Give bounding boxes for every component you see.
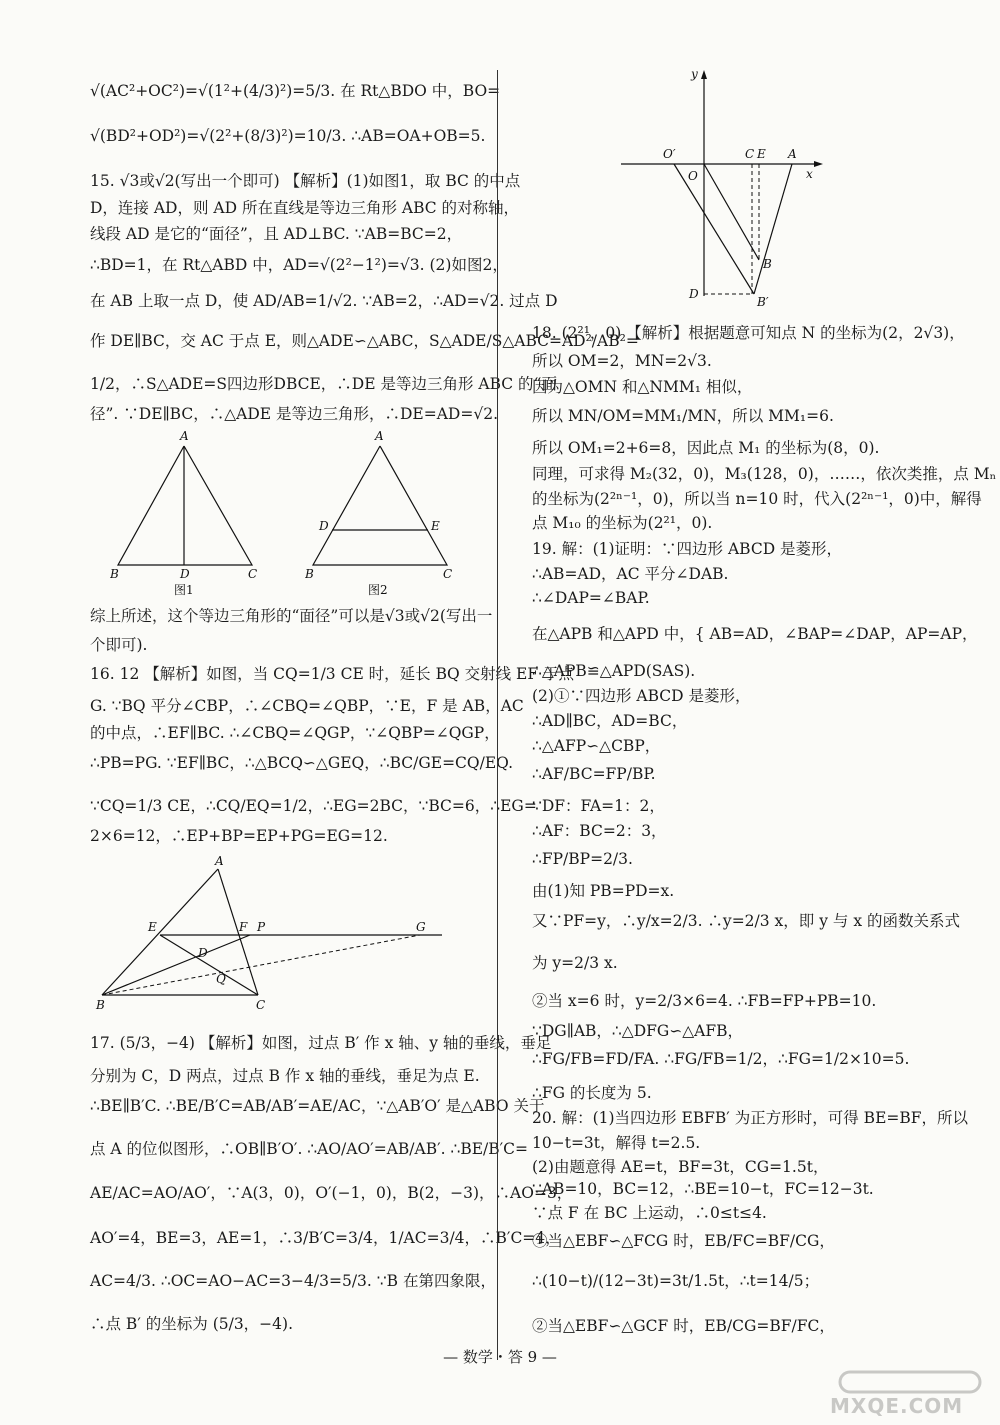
- problem-16-line: 16. 12 【解析】如图，当 CQ=1/3 CE 时，延长 BQ 交射线 EF 于点: [90, 665, 575, 683]
- label-D: D: [180, 567, 190, 581]
- text-line: ∴AF：BC=2：3，: [532, 822, 667, 840]
- text-line: 点 M₁₀ 的坐标为(2²¹，0).: [532, 514, 713, 532]
- text-line: ∵DG∥AB，∴△DFG∽△AFB，: [532, 1022, 744, 1040]
- figure-1-caption: 图1: [174, 583, 194, 597]
- text-line: ∴AD∥BC，AD=BC，: [532, 712, 688, 730]
- text-line: 径”. ∵DE∥BC，∴△ADE 是等边三角形，∴DE=AD=√2.: [90, 405, 499, 423]
- text-line: ∵点 F 在 BC 上运动，∴0≤t≤4.: [532, 1204, 767, 1222]
- text-line: 在 AB 上取一点 D，使 AD/AB=1/√2. ∵AB=2，∴AD=√2. 过点 D: [90, 292, 558, 310]
- text-line: 所以 OM₁=2+6=8，因此点 M₁ 的坐标为(8，0).: [532, 439, 880, 457]
- text-line: D，连接 AD，则 AD 所在直线是等边三角形 ABC 的对称轴，: [90, 199, 520, 217]
- problem-15-line: 15. √3或√2(写出一个即可) 【解析】(1)如图1，取 BC 的中点: [90, 172, 521, 190]
- text-line: 在△APB 和△APD 中，{ AB=AD，∠BAP=∠DAP，AP=AP，: [532, 625, 978, 643]
- problem-19-line: 19. 解：(1)证明：∵四边形 ABCD 是菱形，: [532, 540, 843, 558]
- text-line: ②当 x=6 时，y=2/3×6=4. ∴FB=FP+PB=10.: [532, 992, 877, 1010]
- text-line: ∴BE∥B′C. ∴BE/B′C=AB/AB′=AE/AC，∵△AB′O′ 是△ABO 关于: [90, 1097, 545, 1115]
- label-E: E: [431, 519, 440, 533]
- text-line: 同理，可求得 M₂(32，0)，M₃(128，0)，……，依次类推，点 Mₙ: [532, 465, 997, 483]
- text-line: ∴AF/BC=FP/BP.: [532, 765, 656, 783]
- figure-16: [90, 855, 460, 1015]
- label-O-prime: O′: [663, 147, 676, 161]
- watermark-logo: [830, 1370, 990, 1420]
- text-line: ∵DF：FA=1：2，: [532, 797, 665, 815]
- watermark-text: MXQE.COM: [830, 1394, 964, 1418]
- label-A: A: [215, 855, 224, 868]
- text-line: ②当△EBF∽△GCF 时，EB/CG=BF/FC，: [532, 1317, 835, 1335]
- text-line: AE/AC=AO/AO′，∵A(3，0)，O′(−1，0)，B(2，−3)，∴AO=3，: [90, 1184, 573, 1202]
- text-line: ∴FG/FB=FD/FA. ∴FG/FB=1/2，∴FG=1/2×10=5.: [532, 1050, 910, 1068]
- figure-1: [110, 428, 270, 598]
- label-E: E: [757, 147, 766, 161]
- text-line: 的坐标为(2²ⁿ⁻¹，0)，所以当 n=10 时，代入(2²ⁿ⁻¹，0)中，解得: [532, 490, 982, 508]
- text-line: 所以 OM=2，MN=2√3.: [532, 352, 712, 370]
- text-line: ∴FP/BP=2/3.: [532, 850, 633, 868]
- text-line: G. ∵BQ 平分∠CBP，∴∠CBQ=∠QBP，∵E，F 是 AB，AC: [90, 697, 524, 715]
- figure-2: [305, 428, 465, 598]
- label-C: C: [745, 147, 755, 161]
- label-F: F: [239, 920, 248, 934]
- label-y: y: [691, 68, 698, 81]
- text-line: 由(1)知 PB=PD=x.: [532, 882, 675, 900]
- label-C: C: [256, 998, 266, 1012]
- text-line: √(AC²+OC²)=√(1²+(4/3)²)=5/3. 在 Rt△BDO 中，BO=: [90, 82, 501, 100]
- text-line: 个即可).: [90, 636, 148, 654]
- text-line: ∵AB=10，BC=12，∴BE=10−t，FC=12−3t.: [532, 1180, 874, 1198]
- problem-20-line: 20. 解：(1)当四边形 EBFB′ 为正方形时，可得 BE=BF，所以: [532, 1109, 969, 1127]
- text-line: ∴FG 的长度为 5.: [532, 1084, 652, 1102]
- text-line: ∴△AFP∽△CBP，: [532, 737, 661, 755]
- label-Q: Q: [216, 972, 226, 986]
- label-A: A: [788, 147, 797, 161]
- label-D: D: [319, 519, 329, 533]
- text-line: 线段 AD 是它的“面径”，且 AD⊥BC. ∵AB=BC=2，: [90, 225, 463, 243]
- text-line: 又∵PF=y，∴y/x=2/3. ∴y=2/3 x，即 y 与 x 的函数关系式: [532, 912, 960, 930]
- label-P: P: [257, 920, 266, 934]
- text-line: ∴(10−t)/(12−3t)=3t/1.5t，∴t=14/5；: [532, 1272, 820, 1290]
- text-line: AO′=4，BE=3，AE=1，∴3/B′C=3/4，1/AC=3/4，∴B′C=4，: [90, 1229, 561, 1247]
- text-line: (2)由题意得 AE=t，BF=3t，CG=1.5t，: [532, 1158, 829, 1176]
- label-G: G: [416, 920, 426, 934]
- problem-17-line: 17. (5/3，−4) 【解析】如图，过点 B′ 作 x 轴、y 轴的垂线，垂足: [90, 1034, 552, 1052]
- text-line: (2)①∵四边形 ABCD 是菱形，: [532, 687, 751, 705]
- label-B: B: [110, 567, 119, 581]
- text-line: √(BD²+OD²)=√(2²+(8/3)²)=10/3. ∴AB=OA+OB=5.: [90, 127, 486, 145]
- figure-17: [617, 68, 827, 308]
- label-D: D: [689, 287, 699, 301]
- text-line: ∴∠DAP=∠BAP.: [532, 589, 650, 607]
- text-line: 1/2，∴S△ADE=S四边形DBCE，∴DE 是等边三角形 ABC 的“面: [90, 375, 557, 393]
- text-line: 作 DE∥BC，交 AC 于点 E，则△ADE∽△ABC，S△ADE/S△ABC=AD²/AB²=: [90, 332, 639, 350]
- problem-18-line: 18. (2²¹，0) 【解析】根据题意可知点 N 的坐标为(2，2√3)，: [532, 324, 965, 342]
- text-line: 2×6=12，∴EP+BP=EP+PG=EG=12.: [90, 827, 388, 845]
- text-line: 点 A 的位似图形，∴OB∥B′O′. ∴AO/AO′=AB/AB′. ∴BE/B′C=: [90, 1140, 528, 1158]
- label-x: x: [806, 167, 813, 181]
- column-divider: [497, 70, 498, 1360]
- text-line: 为 y=2/3 x.: [532, 954, 618, 972]
- text-line: ∵CQ=1/3 CE，∴CQ/EQ=1/2，∴EG=2BC，∵BC=6，∴EG=: [90, 797, 537, 815]
- text-line: ①当△EBF∽△FCG 时，EB/FC=BF/CG，: [532, 1232, 835, 1250]
- label-A: A: [180, 429, 189, 443]
- text-line: 所以 MN/OM=MM₁/MN，所以 MM₁=6.: [532, 407, 834, 425]
- text-line: 因为△OMN 和△NMM₁ 相似，: [532, 378, 753, 396]
- text-line: ∴点 B′ 的坐标为 (5/3，−4).: [90, 1315, 294, 1333]
- label-C: C: [248, 567, 258, 581]
- text-line: 的中点，∴EF∥BC. ∴∠CBQ=∠QGP，∵∠QBP=∠QGP，: [90, 724, 500, 742]
- text-line: ∴PB=PG. ∵EF∥BC，∴△BCQ∽△GEQ，∴BC/GE=CQ/EQ.: [90, 754, 514, 772]
- text-line: 10−t=3t，解得 t=2.5.: [532, 1134, 701, 1152]
- label-B: B: [763, 257, 772, 271]
- label-C: C: [443, 567, 453, 581]
- page-footer: — 数学・答 9 —: [443, 1348, 557, 1366]
- text-line: 综上所述，这个等边三角形的“面径”可以是√3或√2(写出一: [90, 607, 493, 625]
- label-B: B: [305, 567, 314, 581]
- label-O: O: [688, 169, 698, 183]
- label-D: D: [198, 946, 208, 960]
- figure-2-caption: 图2: [368, 583, 388, 597]
- text-line: AC=4/3. ∴OC=AO−AC=3−4/3=5/3. ∵B 在第四象限，: [90, 1272, 496, 1290]
- watermark-icon: [830, 1370, 990, 1394]
- text-line: ∴AB=AD，AC 平分∠DAB.: [532, 565, 729, 583]
- label-A: A: [375, 429, 384, 443]
- label-E: E: [148, 920, 157, 934]
- label-B: B: [96, 998, 105, 1012]
- text-line: 分别为 C，D 两点，过点 B 作 x 轴的垂线，垂足为点 E.: [90, 1067, 480, 1085]
- text-line: ∴BD=1，在 Rt△ABD 中，AD=√(2²−1²)=√3. (2)如图2，: [90, 256, 508, 274]
- text-line: ∴△APB≌△APD(SAS).: [532, 662, 696, 680]
- label-B-prime: B′: [757, 295, 769, 308]
